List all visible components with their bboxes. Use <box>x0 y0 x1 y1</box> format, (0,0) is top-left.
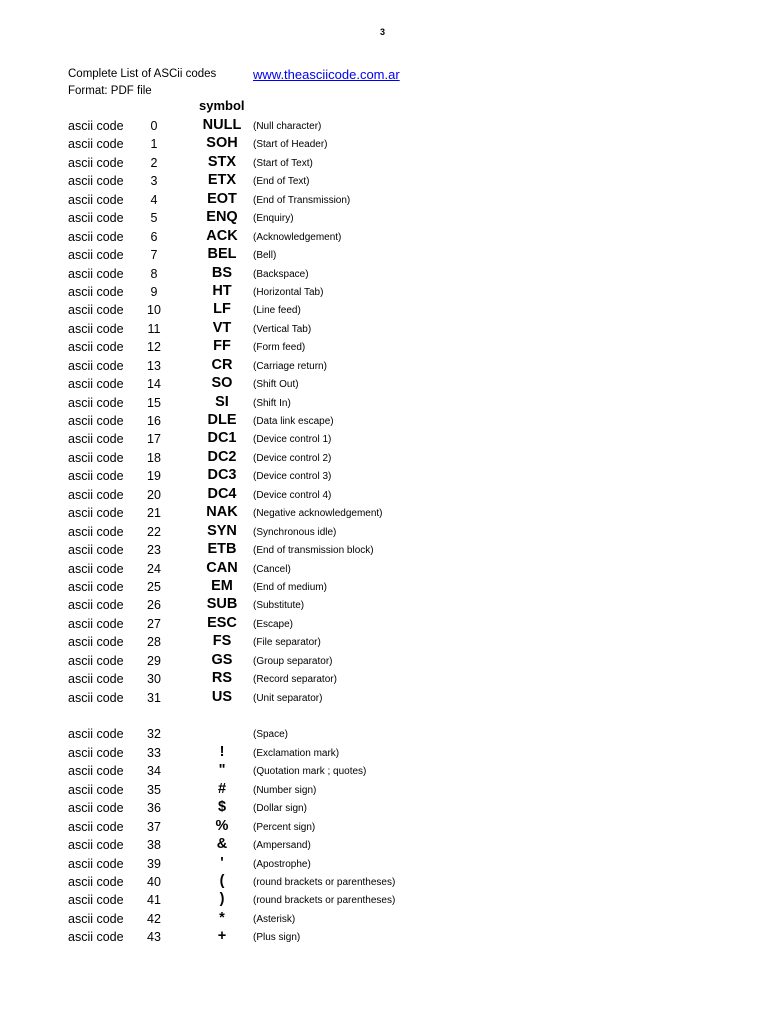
ascii-code-value: 17 <box>147 432 161 447</box>
ascii-description: (Number sign) <box>253 784 317 796</box>
ascii-symbol: ESC <box>207 614 237 631</box>
ascii-description: (round brackets or parentheses) <box>253 895 396 907</box>
symbol-column-header: symbol <box>199 98 245 113</box>
ascii-symbol: DC1 <box>207 430 237 447</box>
ascii-symbol: & <box>216 836 228 853</box>
ascii-description: (Escape) <box>253 618 294 630</box>
ascii-symbol: ACK <box>206 227 238 244</box>
table-row <box>68 596 668 614</box>
ascii-code-value: 26 <box>147 598 161 613</box>
table-row <box>68 338 668 356</box>
ascii-description: (Shift Out) <box>253 379 299 391</box>
ascii-description: (Device control 1) <box>253 434 332 446</box>
ascii-description: (Device control 2) <box>253 452 332 464</box>
row-label: ascii code <box>68 598 124 613</box>
table-row <box>68 541 668 559</box>
table-row <box>68 154 668 172</box>
row-label: ascii code <box>68 119 124 133</box>
title-line <box>68 66 488 83</box>
ascii-description: (Cancel) <box>253 563 291 575</box>
row-label: ascii code <box>68 432 124 447</box>
row-label: ascii code <box>68 469 124 484</box>
ascii-description: (Substitute) <box>253 600 305 612</box>
ascii-description: (Acknowledgement) <box>253 231 342 243</box>
ascii-description: (Bell) <box>253 250 277 262</box>
ascii-code-value: 30 <box>147 672 161 687</box>
ascii-code-value: 11 <box>147 321 161 336</box>
ascii-description: (Line feed) <box>253 305 301 317</box>
table-row <box>68 615 668 633</box>
row-label: ascii code <box>68 653 124 668</box>
row-label: ascii code <box>68 377 124 392</box>
ascii-description: (Plus sign) <box>253 932 301 944</box>
ascii-symbol: US <box>211 688 233 705</box>
ascii-code-value: 0 <box>150 119 158 133</box>
table-row <box>68 652 668 670</box>
ascii-code-value: 38 <box>147 838 161 853</box>
row-label: ascii code <box>68 874 124 889</box>
ascii-symbol: CAN <box>206 559 238 576</box>
row-label: ascii code <box>68 561 124 576</box>
ascii-description: (Null character) <box>253 121 322 132</box>
format-line: Format: PDF file <box>68 85 152 97</box>
ascii-code-value: 12 <box>147 340 161 355</box>
table-row <box>68 486 668 504</box>
table-row <box>68 873 668 891</box>
table-row <box>68 449 668 467</box>
table-row <box>68 928 668 946</box>
document-title: Complete List of ASCii codes <box>68 68 217 80</box>
ascii-description: (Device control 4) <box>253 489 332 501</box>
table-row <box>68 467 668 485</box>
ascii-symbol: ! <box>219 743 225 760</box>
row-label: ascii code <box>68 856 124 871</box>
ascii-symbol: DC2 <box>207 448 237 465</box>
ascii-symbol: DC4 <box>207 485 237 502</box>
row-label: ascii code <box>68 838 124 853</box>
ascii-symbol: ETB <box>207 541 237 558</box>
ascii-code-value: 2 <box>150 155 158 170</box>
ascii-symbol: STX <box>207 153 237 170</box>
row-label: ascii code <box>68 450 124 465</box>
ascii-description: (Start of Text) <box>253 157 313 169</box>
ascii-description: (End of transmission block) <box>253 545 374 557</box>
ascii-description: (End of Transmission) <box>253 194 351 206</box>
ascii-description: (round brackets or parentheses) <box>253 876 396 888</box>
table-row <box>68 283 668 301</box>
ascii-symbol: DC3 <box>207 467 237 484</box>
row-label: ascii code <box>68 616 124 631</box>
table-row <box>68 412 668 430</box>
row-label: ascii code <box>68 303 124 318</box>
ascii-code-value: 34 <box>147 764 161 779</box>
table-row <box>68 744 668 762</box>
table-row <box>68 560 668 578</box>
ascii-code-value: 19 <box>147 469 161 484</box>
ascii-symbol: RS <box>211 670 233 687</box>
table-row <box>68 228 668 246</box>
ascii-code-value: 1 <box>150 137 158 152</box>
table-row <box>68 117 668 135</box>
ascii-symbol: EM <box>211 577 233 594</box>
row-label: ascii code <box>68 745 124 760</box>
ascii-symbol: SUB <box>206 596 238 613</box>
ascii-code-value: 20 <box>147 487 161 502</box>
ascii-description: (Exclamation mark) <box>253 747 340 759</box>
row-label: ascii code <box>68 506 124 521</box>
table-row <box>68 633 668 651</box>
ascii-symbol: BS <box>211 264 233 281</box>
ascii-code-value: 31 <box>147 690 161 705</box>
row-label: ascii code <box>68 414 124 428</box>
ascii-symbol: + <box>217 928 227 945</box>
table-row <box>68 135 668 153</box>
ascii-code-value: 39 <box>147 856 161 871</box>
table-row <box>68 818 668 836</box>
document-header <box>68 66 488 100</box>
ascii-code-value: 43 <box>147 930 161 945</box>
row-label: ascii code <box>68 229 124 244</box>
ascii-description: (Start of Header) <box>253 139 328 151</box>
row-label: ascii code <box>68 155 124 170</box>
ascii-code-value: 4 <box>150 192 158 207</box>
ascii-code-value: 16 <box>147 414 161 428</box>
row-label: ascii code <box>68 284 124 299</box>
ascii-description: (Record separator) <box>253 674 337 686</box>
row-label: ascii code <box>68 893 124 908</box>
table-row <box>68 209 668 227</box>
row-label: ascii code <box>68 524 124 539</box>
ascii-symbol: SI <box>215 393 229 410</box>
ascii-symbol: EOT <box>207 190 237 207</box>
row-label: ascii code <box>68 819 124 834</box>
row-label: ascii code <box>68 543 124 558</box>
ascii-code-value: 18 <box>147 450 161 465</box>
ascii-description: (Data link escape) <box>253 416 334 427</box>
ascii-description: (Device control 3) <box>253 471 332 483</box>
ascii-symbol: " <box>218 762 226 779</box>
ascii-description: (Dollar sign) <box>253 803 307 815</box>
ascii-code-value: 25 <box>147 579 161 594</box>
table-row <box>68 172 668 190</box>
ascii-description: (Horizontal Tab) <box>253 286 324 298</box>
ascii-symbol: BEL <box>207 246 237 263</box>
ascii-symbol: CR <box>211 356 233 373</box>
ascii-description: (Carriage return) <box>253 360 327 372</box>
ascii-description: (Shift In) <box>253 397 291 409</box>
table-row <box>68 357 668 375</box>
ascii-description: (File separator) <box>253 637 321 649</box>
ascii-description: (Group separator) <box>253 655 333 667</box>
ascii-code-value: 40 <box>147 874 161 889</box>
ascii-symbol: # <box>217 780 227 797</box>
row-label: ascii code <box>68 358 124 373</box>
ascii-symbol: SYN <box>207 522 237 539</box>
row-label: ascii code <box>68 690 124 705</box>
ascii-symbol: ' <box>220 854 224 871</box>
ascii-symbol: FF <box>213 338 231 355</box>
ascii-symbol: NAK <box>206 504 238 521</box>
ascii-description: (Asterisk) <box>253 913 296 925</box>
ascii-code-value: 10 <box>147 303 161 318</box>
ascii-code-value: 5 <box>150 211 158 226</box>
table-row <box>68 191 668 209</box>
row-label: ascii code <box>68 782 124 797</box>
table-row <box>68 799 668 817</box>
ascii-symbol: % <box>215 817 229 834</box>
table-row <box>68 670 668 688</box>
table-row <box>68 246 668 264</box>
ascii-code-value: 33 <box>147 745 161 760</box>
table-row <box>68 375 668 393</box>
ascii-description: (End of medium) <box>253 581 327 593</box>
ascii-table <box>68 117 668 947</box>
ascii-code-value: 36 <box>147 801 161 816</box>
row-label: ascii code <box>68 192 124 207</box>
row-label: ascii code <box>68 248 124 263</box>
row-label: ascii code <box>68 579 124 594</box>
row-label: ascii code <box>68 266 124 281</box>
ascii-description: (Synchronous idle) <box>253 526 337 538</box>
ascii-description: (Backspace) <box>253 268 309 280</box>
ascii-description: (Form feed) <box>253 342 306 354</box>
ascii-description: (Ampersand) <box>253 840 311 852</box>
ascii-symbol: ( <box>219 872 225 889</box>
ascii-symbol: DLE <box>207 412 237 428</box>
ascii-symbol: FS <box>212 633 232 650</box>
table-row <box>68 301 668 319</box>
ascii-description: (Unit separator) <box>253 692 323 704</box>
row-label: ascii code <box>68 635 124 650</box>
ascii-code-value: 15 <box>147 395 161 410</box>
table-row <box>68 430 668 448</box>
row-label: ascii code <box>68 321 124 336</box>
ascii-description: (Space) <box>253 729 289 741</box>
ascii-symbol: HT <box>212 282 232 299</box>
ascii-code-value: 9 <box>150 284 158 299</box>
row-label: ascii code <box>68 727 124 742</box>
ascii-code-value: 27 <box>147 616 161 631</box>
row-label: ascii code <box>68 137 124 152</box>
ascii-code-value: 41 <box>147 893 161 908</box>
ascii-symbol: GS <box>211 651 233 668</box>
ascii-description: (Percent sign) <box>253 821 316 833</box>
ascii-symbol: SOH <box>206 135 238 152</box>
ascii-code-value: 24 <box>147 561 161 576</box>
ascii-code-value: 14 <box>147 377 161 392</box>
ascii-code-value: 37 <box>147 819 161 834</box>
ascii-symbol: NULL <box>202 117 242 133</box>
ascii-code-value: 8 <box>150 266 158 281</box>
ascii-symbol: $ <box>217 799 227 816</box>
ascii-code-value: 6 <box>150 229 158 244</box>
table-row <box>68 320 668 338</box>
row-label: ascii code <box>68 764 124 779</box>
table-row <box>68 762 668 780</box>
ascii-code-value: 29 <box>147 653 161 668</box>
ascii-description: (Vertical Tab) <box>253 323 312 335</box>
row-label: ascii code <box>68 395 124 410</box>
ascii-code-value: 3 <box>150 174 158 189</box>
ascii-code-value: 13 <box>147 358 161 373</box>
row-label: ascii code <box>68 174 124 189</box>
table-row <box>68 578 668 596</box>
ascii-code-value: 22 <box>147 524 161 539</box>
ascii-symbol: ) <box>219 891 225 908</box>
row-label: ascii code <box>68 340 124 355</box>
ascii-description: (Quotation mark ; quotes) <box>253 766 367 778</box>
ascii-symbol: SO <box>211 375 233 392</box>
ascii-description: (Enquiry) <box>253 213 294 225</box>
page-number: 3 <box>380 27 386 37</box>
ascii-description: (Apostrophe) <box>253 858 311 870</box>
ascii-symbol: VT <box>212 319 232 336</box>
table-row <box>68 394 668 412</box>
table-row <box>68 891 668 909</box>
ascii-symbol: ETX <box>207 172 237 189</box>
row-label: ascii code <box>68 487 124 502</box>
table-row <box>68 725 668 743</box>
row-label: ascii code <box>68 911 124 926</box>
website-link[interactable]: www.theasciicode.com.ar <box>253 67 400 82</box>
table-row <box>68 265 668 283</box>
table-row <box>68 855 668 873</box>
ascii-description: (End of Text) <box>253 176 310 188</box>
row-label: ascii code <box>68 672 124 687</box>
table-row <box>68 504 668 522</box>
ascii-symbol: ENQ <box>206 209 238 226</box>
table-row <box>68 910 668 928</box>
table-row <box>68 836 668 854</box>
table-row <box>68 781 668 799</box>
ascii-code-value: 42 <box>147 911 161 926</box>
ascii-code-value: 7 <box>150 248 158 263</box>
ascii-code-value: 32 <box>147 727 161 742</box>
ascii-code-value: 23 <box>147 543 161 558</box>
row-label: ascii code <box>68 801 124 816</box>
table-row <box>68 689 668 707</box>
row-label: ascii code <box>68 930 124 945</box>
table-row <box>68 523 668 541</box>
ascii-code-value: 28 <box>147 635 161 650</box>
ascii-code-value: 21 <box>147 506 161 521</box>
ascii-description: (Negative acknowledgement) <box>253 508 383 520</box>
row-label: ascii code <box>68 211 124 226</box>
ascii-symbol: LF <box>213 301 231 318</box>
ascii-code-value: 35 <box>147 782 161 797</box>
ascii-symbol: * <box>219 909 225 926</box>
